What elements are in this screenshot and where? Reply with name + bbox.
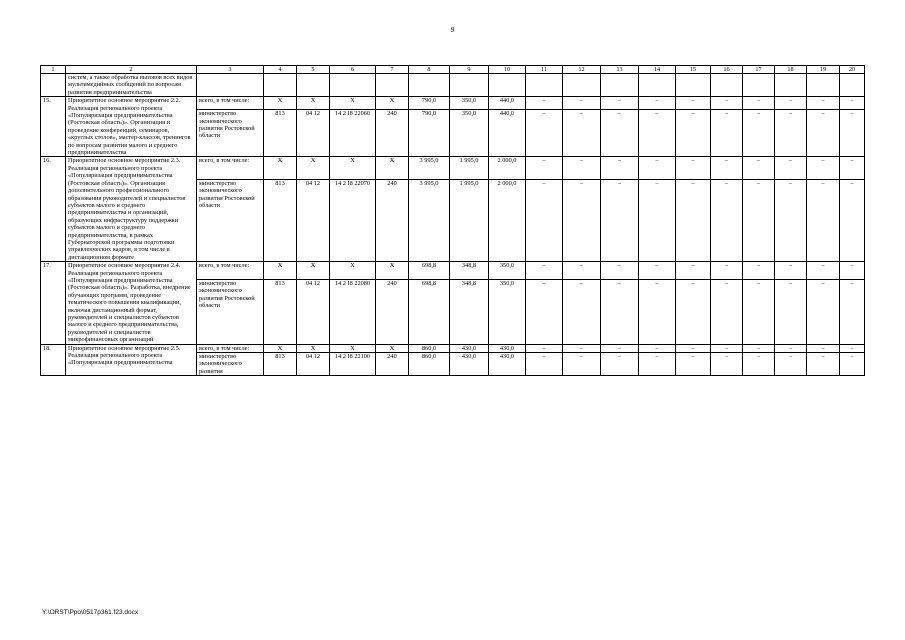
column-header: 4 (264, 66, 297, 74)
empty-cell (807, 74, 840, 97)
value-cell: – (563, 97, 601, 110)
column-header: 12 (563, 66, 601, 74)
value-cell: 14 2 I8 22060 (330, 110, 376, 157)
value-cell: – (526, 110, 563, 157)
value-cell: 348,8 (450, 262, 489, 280)
value-cell: X (330, 157, 376, 180)
empty-cell (264, 74, 297, 97)
value-cell: 240 (376, 180, 409, 262)
value-cell: – (807, 279, 840, 344)
value-cell: X (330, 344, 376, 352)
value-cell: – (639, 180, 676, 262)
value-cell: – (711, 279, 743, 344)
value-cell: – (639, 97, 676, 110)
value-cell: – (743, 344, 775, 352)
value-cell: X (297, 97, 330, 110)
column-header: 9 (450, 66, 489, 74)
value-cell: – (840, 180, 865, 262)
value-cell: – (526, 279, 563, 344)
value-cell: – (563, 353, 601, 376)
value-cell: 3 995,0 (409, 180, 450, 262)
value-cell: X (297, 262, 330, 280)
value-cell: – (840, 353, 865, 376)
value-cell: X (264, 157, 297, 180)
value-cell: 04 12 (297, 180, 330, 262)
empty-cell (297, 74, 330, 97)
column-header: 11 (526, 66, 563, 74)
value-cell: – (563, 262, 601, 280)
value-cell: – (563, 110, 601, 157)
executor-cell: всего, в том числе: (197, 97, 264, 110)
value-cell: 04 12 (297, 353, 330, 376)
value-cell: – (676, 180, 711, 262)
value-cell: – (526, 157, 563, 180)
value-cell: 240 (376, 110, 409, 157)
column-header: 16 (711, 66, 743, 74)
row-number-cell: 16. (41, 157, 66, 262)
value-cell: – (840, 344, 865, 352)
value-cell: 790,0 (409, 110, 450, 157)
value-cell: 2 000,0 (489, 180, 526, 262)
value-cell: – (775, 344, 807, 352)
value-cell: – (711, 157, 743, 180)
continuation-row (41, 74, 865, 97)
column-header: 20 (840, 66, 865, 74)
empty-cell (409, 74, 450, 97)
value-cell: – (639, 262, 676, 280)
value-cell: – (711, 353, 743, 376)
value-cell: X (376, 157, 409, 180)
value-cell: – (775, 180, 807, 262)
empty-cell (526, 74, 563, 97)
value-cell: – (775, 157, 807, 180)
program-table (40, 65, 865, 376)
empty-cell (743, 74, 775, 97)
value-cell: – (840, 110, 865, 157)
value-cell: – (676, 262, 711, 280)
value-cell: X (330, 97, 376, 110)
value-cell: – (807, 262, 840, 280)
value-cell: 813 (264, 180, 297, 262)
activity-name-cell: Приоритетное основное мероприятие 2.5. Реализация регионального проекта «Популяризация предпринимательства (66, 344, 197, 376)
value-cell: – (676, 344, 711, 352)
value-cell: – (775, 279, 807, 344)
table-row (41, 344, 865, 352)
value-cell: 04 12 (297, 110, 330, 157)
empty-cell (601, 74, 639, 97)
empty-cell (563, 74, 601, 97)
value-cell: – (639, 279, 676, 344)
value-cell: – (526, 262, 563, 280)
row-number-cell: 18. (41, 344, 66, 376)
executor-cell: министерство экономического развития Ростовской области (197, 110, 264, 157)
table-row (41, 97, 865, 110)
value-cell: 350,0 (489, 279, 526, 344)
value-cell: – (840, 157, 865, 180)
value-cell: 1 995,0 (450, 180, 489, 262)
value-cell: X (376, 262, 409, 280)
value-cell: – (639, 157, 676, 180)
value-cell: – (807, 344, 840, 352)
value-cell: – (807, 97, 840, 110)
value-cell: X (264, 97, 297, 110)
value-cell: – (563, 344, 601, 352)
value-cell: – (526, 97, 563, 110)
activity-name-cell: систем, а также обработка вызовов всех видов мультимедийных сообщений по вопросам развития предпринимательства (66, 74, 197, 97)
executor-cell: всего, в том числе: (197, 344, 264, 352)
empty-cell (840, 74, 865, 97)
value-cell: – (676, 353, 711, 376)
value-cell: – (676, 279, 711, 344)
footer-file-path: Y:\ORST\Ppo\0517p361.f23.docx (42, 609, 139, 616)
value-cell: – (639, 110, 676, 157)
executor-cell: министерство экономического развития (197, 353, 264, 376)
value-cell: X (376, 97, 409, 110)
value-cell: – (563, 279, 601, 344)
column-header: 18 (775, 66, 807, 74)
value-cell: – (807, 110, 840, 157)
executor-cell: всего, в том числе: (197, 262, 264, 280)
column-header: 1 (41, 66, 66, 74)
value-cell: – (526, 344, 563, 352)
value-cell: 240 (376, 279, 409, 344)
value-cell: 813 (264, 110, 297, 157)
value-cell: 430,0 (450, 344, 489, 352)
empty-cell (489, 74, 526, 97)
value-cell: 430,0 (489, 353, 526, 376)
value-cell: – (807, 353, 840, 376)
value-cell: X (376, 344, 409, 352)
value-cell: 1 995,0 (450, 157, 489, 180)
column-header: 6 (330, 66, 376, 74)
value-cell: – (563, 157, 601, 180)
column-header: 15 (676, 66, 711, 74)
value-cell: – (711, 97, 743, 110)
value-cell: 860,0 (409, 353, 450, 376)
value-cell: – (563, 180, 601, 262)
value-cell: – (807, 157, 840, 180)
value-cell: – (775, 97, 807, 110)
empty-cell (775, 74, 807, 97)
value-cell: X (264, 344, 297, 352)
executor-cell: всего, в том числе: (197, 157, 264, 180)
row-number-cell: 17. (41, 262, 66, 344)
value-cell: 430,0 (450, 353, 489, 376)
value-cell: – (775, 110, 807, 157)
activity-name-cell: Приоритетное основное мероприятие 2.3. Реализация регионального проекта «Популяризация предпринимательства (Ростовская область)». Организация дополнительного профессионального образования руководителей и специалистов субъектов малого и среднего предпринимательства и организаций, образующих инфраструктуру поддержки субъектов малого и среднего предпринимательства, в рамках Губернаторской программы подготовки управленческих кадров, в том числе в дистанционном формате (66, 157, 197, 262)
empty-cell (711, 74, 743, 97)
value-cell: – (601, 279, 639, 344)
value-cell: – (743, 157, 775, 180)
value-cell: – (601, 157, 639, 180)
value-cell: – (601, 344, 639, 352)
value-cell: 04 12 (297, 279, 330, 344)
empty-cell (450, 74, 489, 97)
value-cell: – (743, 262, 775, 280)
executor-cell: министерство экономического развития Ростовской области (197, 279, 264, 344)
value-cell: – (601, 97, 639, 110)
value-cell: X (297, 157, 330, 180)
value-cell: X (297, 344, 330, 352)
value-cell: 3 995,0 (409, 157, 450, 180)
value-cell: 14 2 I8 22100 (330, 353, 376, 376)
value-cell: – (775, 262, 807, 280)
value-cell: 430,0 (489, 344, 526, 352)
value-cell: – (743, 110, 775, 157)
executor-cell: министерство экономического развития Ростовской области (197, 180, 264, 262)
value-cell: – (743, 353, 775, 376)
column-header: 5 (297, 66, 330, 74)
value-cell: 698,8 (409, 262, 450, 280)
column-header: 3 (197, 66, 264, 74)
value-cell: – (526, 180, 563, 262)
value-cell: – (676, 157, 711, 180)
value-cell: – (711, 262, 743, 280)
empty-cell (197, 74, 264, 97)
value-cell: 240 (376, 353, 409, 376)
value-cell: 813 (264, 353, 297, 376)
value-cell: 698,8 (409, 279, 450, 344)
row-number-cell (41, 74, 66, 97)
value-cell: 440,0 (489, 110, 526, 157)
value-cell: 440,0 (489, 97, 526, 110)
value-cell: 350,0 (489, 262, 526, 280)
value-cell: – (743, 97, 775, 110)
value-cell: X (330, 262, 376, 280)
value-cell: 350,0 (450, 110, 489, 157)
header-row (41, 66, 865, 74)
value-cell: – (775, 353, 807, 376)
empty-cell (639, 74, 676, 97)
value-cell: – (676, 97, 711, 110)
value-cell: – (639, 353, 676, 376)
value-cell: – (601, 110, 639, 157)
activity-name-cell: Приоритетное основное мероприятие 2.2. Реализация регионального проекта «Популяризация предпринимательства (Ростовская область)». Организация и проведение конференций, семинаров, «круглых столов», мастер-классов, тренингов по вопросам развития малого и среднего предпринимательства (66, 97, 197, 157)
value-cell: – (840, 97, 865, 110)
value-cell: 790,0 (409, 97, 450, 110)
value-cell: 860,0 (409, 344, 450, 352)
column-header: 14 (639, 66, 676, 74)
value-cell: – (743, 180, 775, 262)
value-cell: – (601, 180, 639, 262)
value-cell: – (711, 180, 743, 262)
value-cell: – (676, 110, 711, 157)
column-header: 8 (409, 66, 450, 74)
value-cell: – (639, 344, 676, 352)
row-number-cell: 15. (41, 97, 66, 157)
value-cell: 348,8 (450, 279, 489, 344)
value-cell: 813 (264, 279, 297, 344)
column-header: 13 (601, 66, 639, 74)
activity-name-cell: Приоритетное основное мероприятие 2.4. Реализация регионального проекта «Популяризация предпринимательства (Ростовская область)». Разработка, внедрение обучающих программ, проведение тематического повышения квалификации, включая дистанционный формат, руководителей и специалистов субъектов малого и среднего предпринимательства, руководителей и специалистов микрофинансовых организаций (66, 262, 197, 344)
value-cell: – (601, 353, 639, 376)
column-header: 2 (66, 66, 197, 74)
column-header: 10 (489, 66, 526, 74)
value-cell: – (743, 279, 775, 344)
value-cell: 14 2 I8 22080 (330, 279, 376, 344)
value-cell: 2 000,0 (489, 157, 526, 180)
empty-cell (330, 74, 376, 97)
value-cell: – (840, 262, 865, 280)
value-cell: 14 2 I8 22070 (330, 180, 376, 262)
value-cell: – (840, 279, 865, 344)
column-header: 19 (807, 66, 840, 74)
value-cell: 350,0 (450, 97, 489, 110)
empty-cell (376, 74, 409, 97)
value-cell: – (711, 110, 743, 157)
column-header: 7 (376, 66, 409, 74)
value-cell: X (264, 262, 297, 280)
value-cell: – (807, 180, 840, 262)
empty-cell (676, 74, 711, 97)
value-cell: – (711, 344, 743, 352)
table-row (41, 157, 865, 180)
column-header: 17 (743, 66, 775, 74)
table-row (41, 262, 865, 280)
value-cell: – (601, 262, 639, 280)
page-number: 9 (450, 26, 455, 34)
value-cell: – (526, 353, 563, 376)
